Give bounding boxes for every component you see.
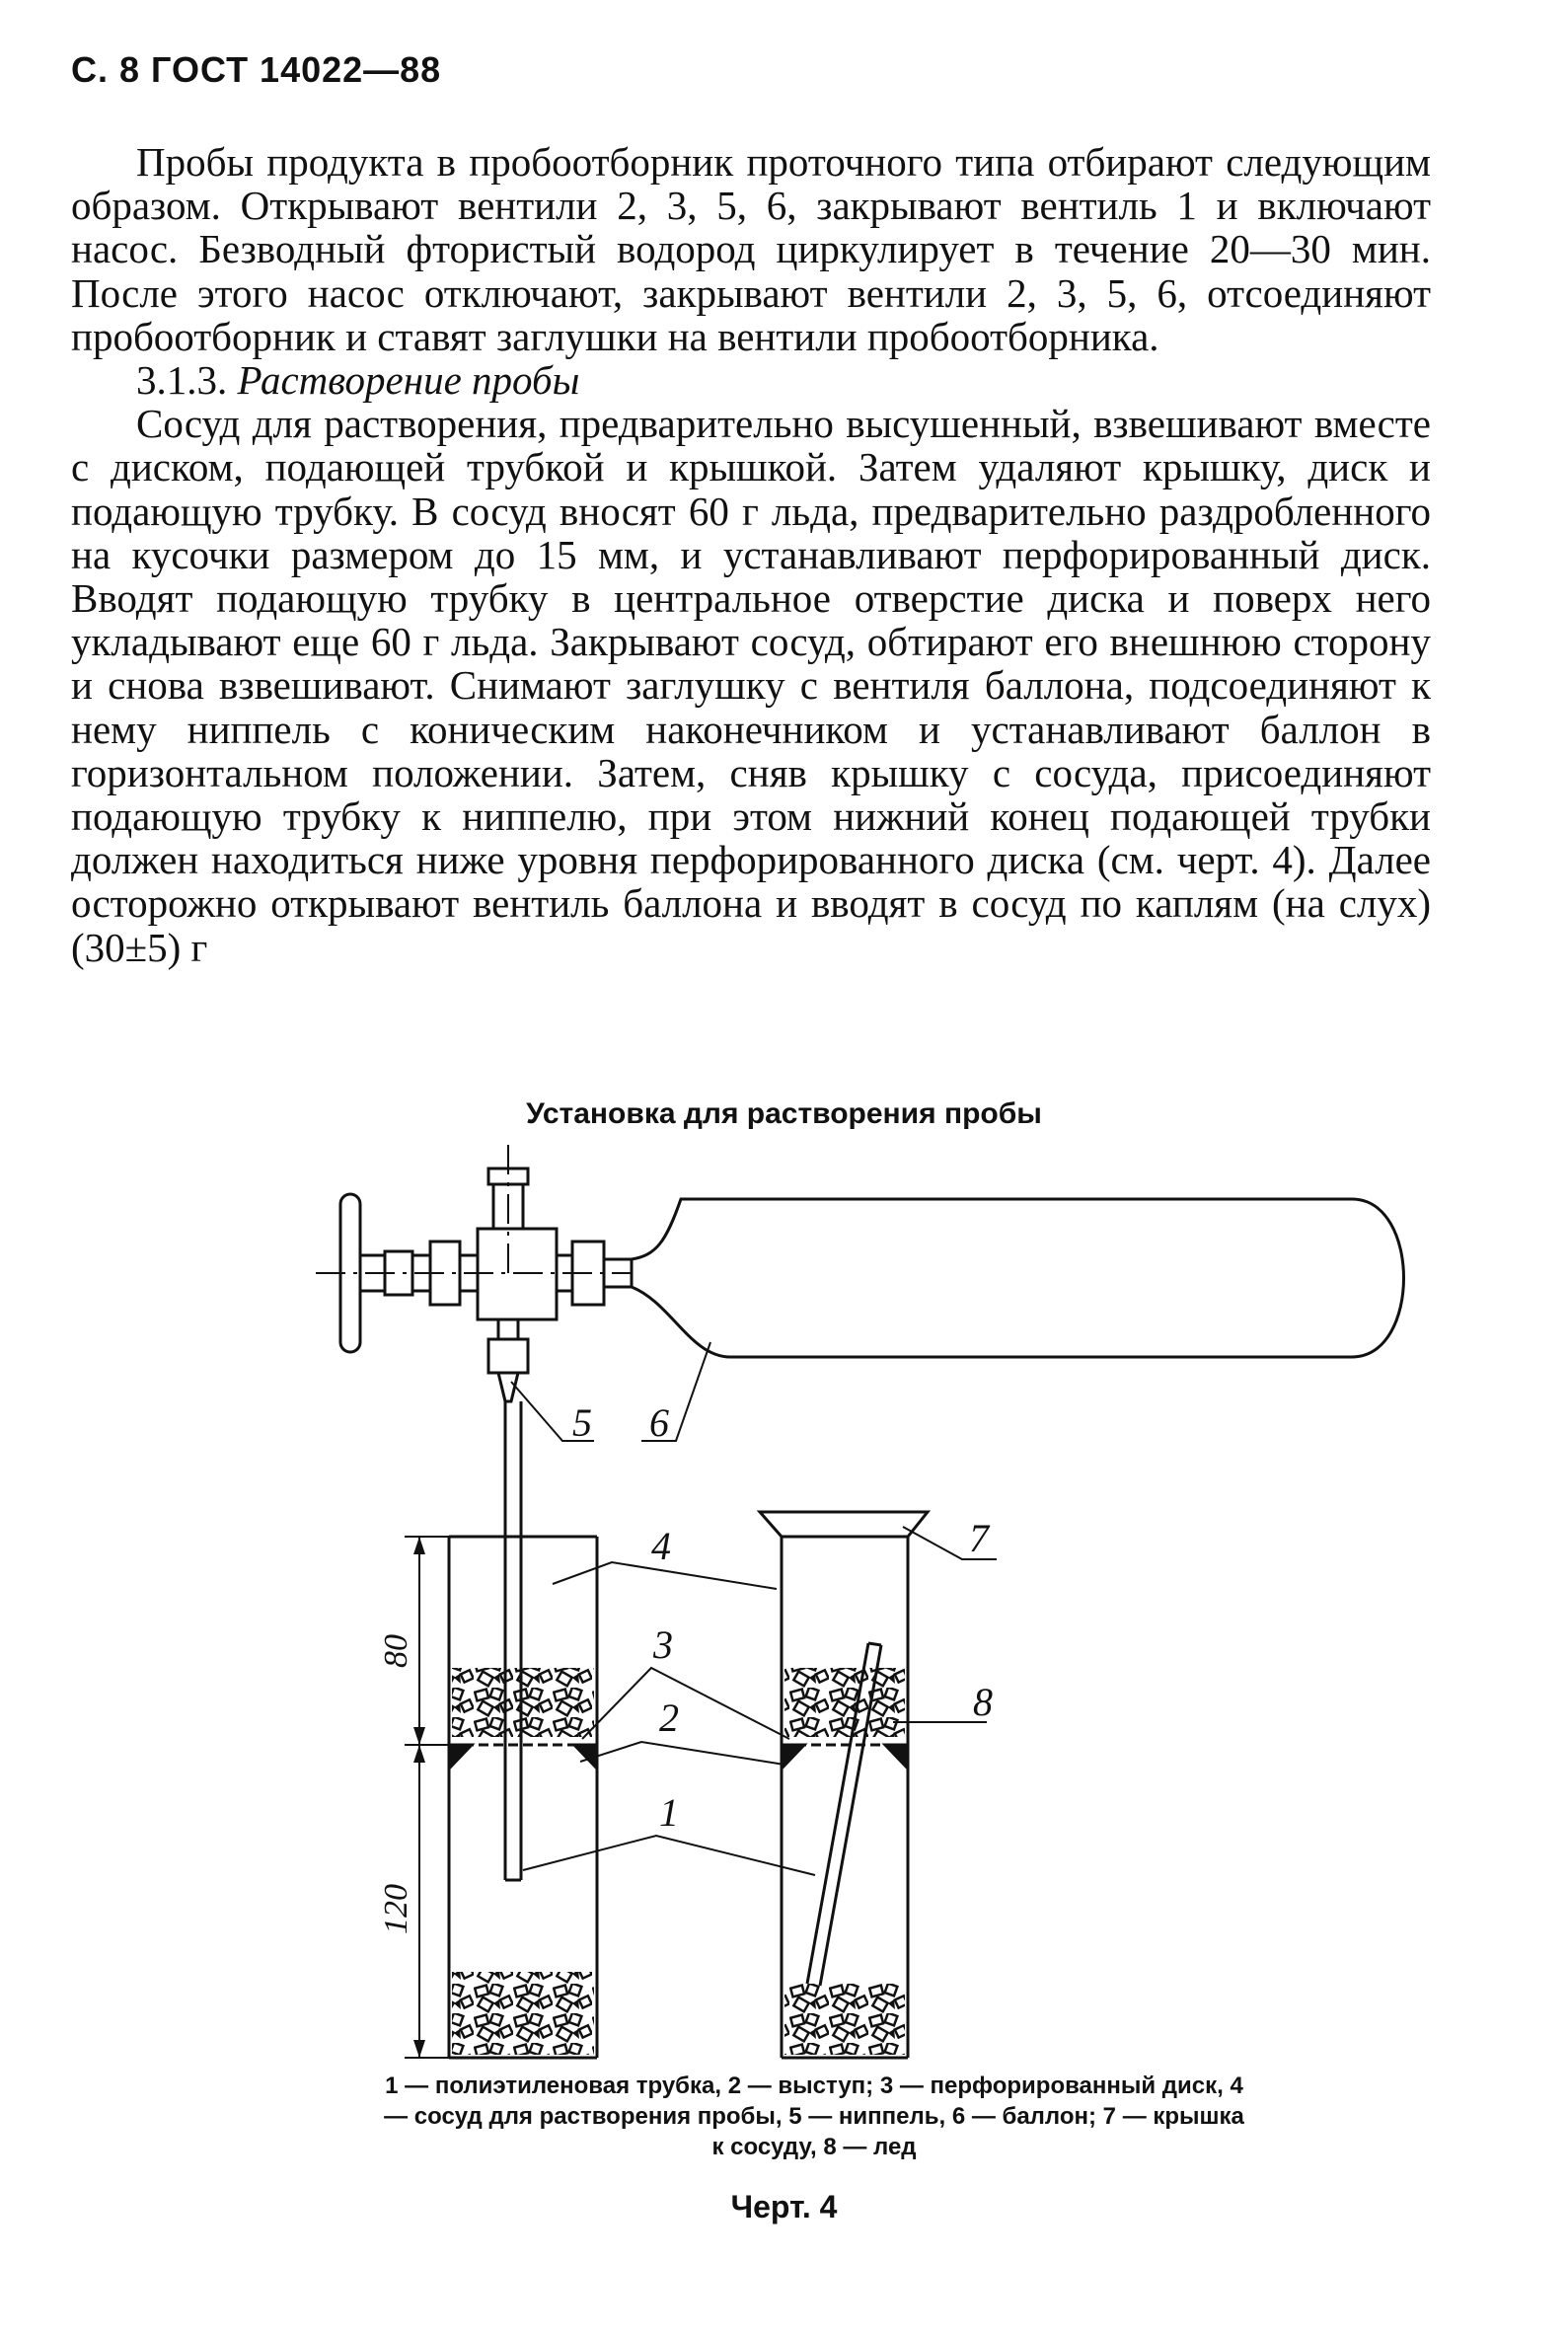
ice-upper-right [784, 1668, 905, 1737]
ice-lower-right [784, 1984, 905, 2055]
ice-lower-left [452, 1972, 594, 2055]
dimension-80: 80 [378, 1634, 414, 1668]
dimension-120: 120 [378, 1884, 414, 1934]
label-7: 7 [969, 1516, 989, 1560]
figure-number: Черт. 4 [730, 2189, 838, 2224]
label-8: 8 [973, 1680, 993, 1724]
page-header: С. 8 ГОСТ 14022—88 [71, 49, 442, 90]
label-6: 6 [649, 1400, 669, 1445]
section-number: 3.1.3. [136, 357, 228, 404]
label-2: 2 [659, 1695, 679, 1740]
paragraph-dissolution: Сосуд для растворения, предварительно высушенный, взвешивают вместе с диском, подающей трубкой и крышкой. Затем удаляют крышку, диск и подающую трубку. В сосуд вносят 60 г льда, предварительно раздробленного на кусочки размером до 15 мм, и устанавливают перфорированный диск. Вводят подающую трубку в центральное отверстие диска и поверх него укладывают еще 60 г льда. Закрывают сосуд, обтирают его внешнюю сторону и снова взвешивают. Снимают заглушку с вентиля баллона, подсоединяют к нему ниппель с коническим наконечником и устанавливают баллон в горизонтальном положении. Затем, сняв крышку с сосуда, присоединяют подающую трубку к ниппелю, при этом нижний конец подающей трубки должен находиться ниже уровня перфорированного диска (см. черт. 4). Далее осторожно открывают вентиль баллона и вводят в сосуд по каплям (на слух) (30±5) г [71, 401, 1431, 970]
paragraph-sampling: Пробы продукта в пробоотборник проточного типа отбирают следующим образом. Открывают вентили 2, 3, 5, 6, закрывают вентиль 1 и включают насос. Безводный фтористый водород циркулирует в течение 20—30 мин. После этого насос отключают, закрывают вентили 2, 3, 5, 6, отсоединяют пробоотборник и ставят заглушки на вентили пробоотборника. [71, 139, 1431, 359]
figure-caption: 1 — полиэтиленовая трубка, 2 — выступ; 3 — перфорированный диск, 4 — сосуд для растворения пробы, 5 — ниппель, 6 — баллон; 7 — крышка к сосуду, 8 — лед [384, 2072, 1244, 2160]
label-3: 3 [653, 1622, 673, 1667]
section-title: Растворение пробы [237, 357, 580, 404]
figure-title: Установка для растворения пробы [526, 1097, 1042, 1130]
label-5: 5 [572, 1400, 592, 1445]
label-1: 1 [659, 1790, 679, 1835]
ice-upper-left [452, 1668, 594, 1737]
label-4: 4 [651, 1524, 671, 1568]
